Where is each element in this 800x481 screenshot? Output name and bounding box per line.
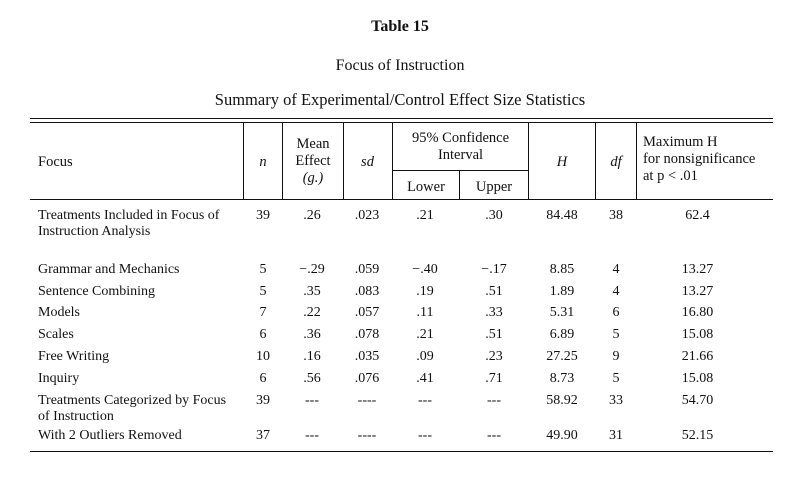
- max-h-cell: 15.08: [681, 327, 714, 342]
- h-cell: 6.89: [549, 327, 575, 342]
- focus-cell: Free Writing: [38, 349, 110, 364]
- col-divider: [636, 122, 637, 199]
- n-cell: 5: [259, 284, 267, 299]
- ci-upper-cell: .23: [485, 349, 503, 364]
- df-cell: 5: [612, 327, 620, 342]
- header-ci: 95% Confidence Interval: [411, 130, 510, 163]
- focus-cell: Inquiry: [38, 371, 80, 386]
- focus-cell: Scales: [38, 327, 74, 342]
- df-cell: 31: [609, 428, 623, 443]
- header-df: df: [610, 154, 622, 170]
- ci-lower-cell: .41: [416, 371, 434, 386]
- sd-cell: .059: [354, 262, 380, 277]
- ci-upper-cell: ---: [487, 428, 501, 443]
- mean-effect-cell: ---: [305, 393, 319, 408]
- ci-upper-cell: ---: [487, 393, 501, 408]
- focus-cell: With 2 Outliers Removed: [38, 428, 182, 443]
- n-cell: 39: [256, 393, 270, 408]
- top-rule-2: [30, 122, 773, 123]
- ci-lower-cell: .21: [416, 327, 434, 342]
- h-cell: 1.89: [549, 284, 575, 299]
- h-cell: 58.92: [546, 393, 578, 408]
- mean-effect-cell: .16: [303, 349, 321, 364]
- mean-effect-cell: −.29: [299, 262, 325, 277]
- sd-cell: .083: [354, 284, 380, 299]
- n-cell: 6: [259, 371, 267, 386]
- sd-cell: .078: [354, 327, 380, 342]
- header-n: n: [259, 154, 267, 170]
- n-cell: 39: [256, 208, 270, 223]
- sd-cell: .035: [354, 349, 380, 364]
- ci-upper-cell: .30: [485, 208, 503, 223]
- sd-cell: .076: [354, 371, 380, 386]
- n-cell: 7: [259, 305, 267, 320]
- mean-effect-cell: .35: [303, 284, 321, 299]
- header-max-h: Maximum H for nonsignificance at p < .01: [643, 134, 756, 184]
- header-focus: Focus: [38, 154, 73, 170]
- mean-effect-cell: .26: [303, 208, 321, 223]
- df-cell: 6: [612, 305, 620, 320]
- max-h-cell: 13.27: [681, 262, 714, 277]
- max-h-cell: 13.27: [681, 284, 714, 299]
- header-rule: [30, 199, 773, 200]
- h-cell: 84.48: [546, 208, 578, 223]
- df-cell: 9: [612, 349, 620, 364]
- table-subtitle: Summary of Experimental/Control Effect Size Statistics: [214, 90, 586, 109]
- ci-upper-cell: .51: [485, 284, 503, 299]
- ci-lower-cell: .21: [416, 208, 434, 223]
- ci-lower-cell: .11: [416, 305, 434, 320]
- mean-effect-cell: .56: [303, 371, 321, 386]
- h-cell: 49.90: [546, 428, 578, 443]
- ci-upper-cell: −.17: [481, 262, 507, 277]
- ci-lower-cell: ---: [418, 393, 432, 408]
- df-cell: 5: [612, 371, 620, 386]
- n-cell: 10: [256, 349, 270, 364]
- h-cell: 8.85: [549, 262, 575, 277]
- mean-effect-cell: .36: [303, 327, 321, 342]
- table-title: Focus of Instruction: [335, 57, 465, 74]
- header-mean-effect: Mean Effect (g.): [295, 136, 331, 186]
- bottom-rule: [30, 451, 773, 452]
- sd-cell: .023: [354, 208, 380, 223]
- max-h-cell: 54.70: [681, 393, 714, 408]
- h-cell: 27.25: [546, 349, 578, 364]
- table-number: Table 15: [371, 18, 429, 35]
- df-cell: 4: [612, 262, 620, 277]
- header-upper: Upper: [475, 179, 513, 195]
- df-cell: 4: [612, 284, 620, 299]
- focus-cell: Treatments Categorized by Focus of Instruction: [38, 393, 227, 424]
- mean-effect-cell: ---: [305, 428, 319, 443]
- focus-cell: Sentence Combining: [38, 284, 156, 299]
- focus-cell: Models: [38, 305, 80, 320]
- n-cell: 5: [259, 262, 267, 277]
- max-h-cell: 21.66: [681, 349, 714, 364]
- h-cell: 5.31: [549, 305, 575, 320]
- ci-upper-cell: .51: [485, 327, 503, 342]
- max-h-cell: 15.08: [681, 371, 714, 386]
- max-h-cell: 16.80: [681, 305, 714, 320]
- sd-cell: .057: [354, 305, 380, 320]
- max-h-cell: 62.4: [685, 208, 710, 223]
- max-h-cell: 52.15: [681, 428, 714, 443]
- header-h: H: [556, 154, 568, 170]
- ci-lower-cell: .19: [416, 284, 434, 299]
- sd-cell: ----: [357, 393, 377, 408]
- focus-cell: Grammar and Mechanics: [38, 262, 180, 277]
- h-cell: 8.73: [549, 371, 575, 386]
- df-cell: 33: [609, 393, 623, 408]
- ci-upper-cell: .71: [485, 371, 503, 386]
- ci-lower-cell: .09: [416, 349, 434, 364]
- ci-lower-cell: ---: [418, 428, 432, 443]
- mean-effect-cell: .22: [303, 305, 321, 320]
- header-sd: sd: [361, 154, 374, 170]
- df-cell: 38: [609, 208, 623, 223]
- focus-cell: Treatments Included in Focus of Instruction Analysis: [38, 208, 220, 239]
- n-cell: 37: [256, 428, 270, 443]
- ci-lower-cell: −.40: [412, 262, 438, 277]
- n-cell: 6: [259, 327, 267, 342]
- sd-cell: ----: [357, 428, 377, 443]
- ci-upper-cell: .33: [485, 305, 503, 320]
- ci-subrule: [392, 170, 528, 171]
- header-lower: Lower: [407, 179, 445, 195]
- top-rule: [30, 118, 773, 119]
